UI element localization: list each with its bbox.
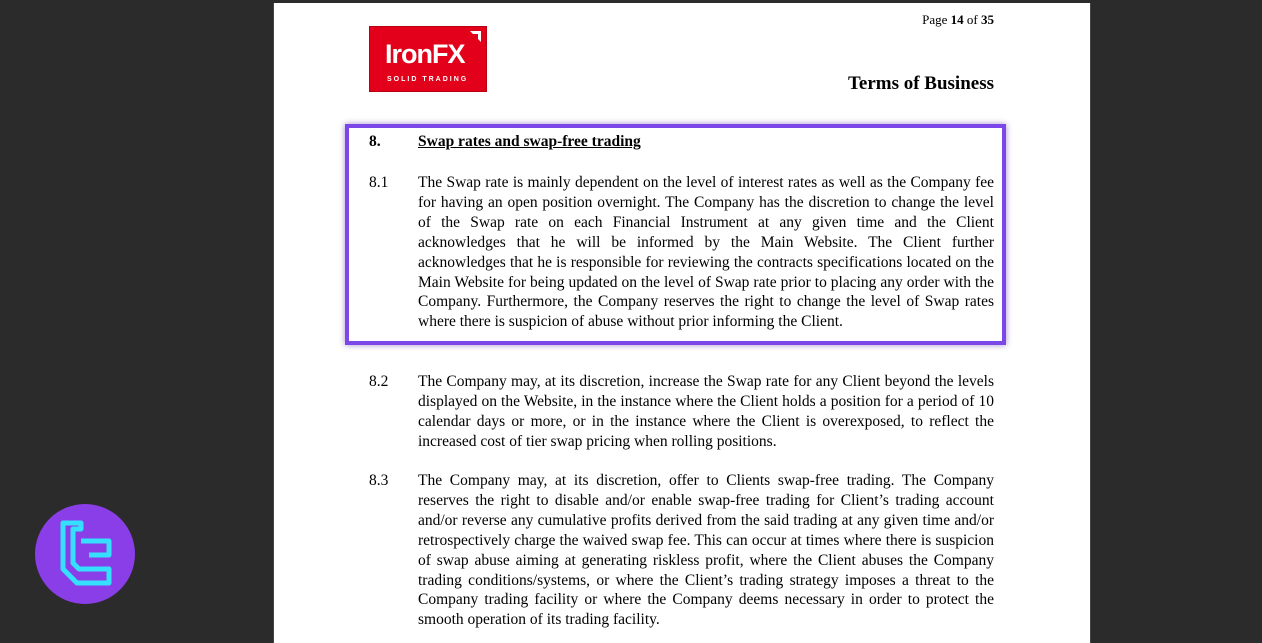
page-current: 14: [950, 12, 964, 27]
ironfx-logo: [369, 26, 487, 92]
page-number: [922, 12, 994, 28]
clause-text: The Company may, at its discretion, increase the Swap rate for any Client beyond the levels displayed on the Website, in the instance where the Client holds a position for a period of 10 calendar days or more, or in the instance where the Client is overexposed, to reflect the increased cost of tier swap pricing when rolling positions.: [418, 373, 994, 450]
section-title: Swap rates and swap-free trading: [418, 133, 641, 150]
highlight-box: [345, 124, 1006, 345]
page-prefix: Page: [922, 12, 948, 27]
clause-number: 8.1: [369, 174, 389, 191]
logo-arrow-icon: [467, 31, 481, 45]
section-number: 8.: [369, 133, 381, 150]
logo-tagline: SOLID TRADING: [387, 76, 469, 83]
clause-number: 8.3: [369, 472, 389, 489]
logo-wordmark: IronFX: [385, 39, 465, 69]
page-total: 35: [981, 12, 994, 27]
clause-text: The Company may, at its discretion, offer to Clients swap-free trading. The Company reserves the right to disable and/or enable swap-free trading for Client’s trading account and/or reverse any cumulative profits derived from the said trading at any given time and/or retrospectively charge the waived swap fee. This can occur at times where there is suspicion of swap abuse aiming at generating riskless profit, where the Client abuses the Company trading conditions/systems, or where the Client’s trading strategy imposes a threat to the Company trading facility or where the Company deems necessary in order to protect the smooth operation of its trading facility.: [418, 472, 994, 629]
clause-number: 8.2: [369, 373, 389, 390]
clause-text: The Swap rate is mainly dependent on the level of interest rates as well as the Company fee for having an open position overnight. The Company has the discretion to change the level of the Swap rate on each Financial Instrument at any given time and the Client acknowledges that he will be informed by the Main Website. The Client further acknowledges that he is responsible for reviewing the contracts specifications located on the Main Website for being updated on the level of Swap rate prior to placing any order with the Company. Furthermore, the Company reserves the right to change the level of Swap rates where there is suspicion of abuse without prior informing the Client.: [418, 174, 994, 331]
brand-logo-icon: [59, 519, 115, 589]
document-title: Terms of Business: [847, 73, 994, 94]
brand-badge: [35, 504, 135, 604]
page-of: of: [966, 12, 978, 27]
